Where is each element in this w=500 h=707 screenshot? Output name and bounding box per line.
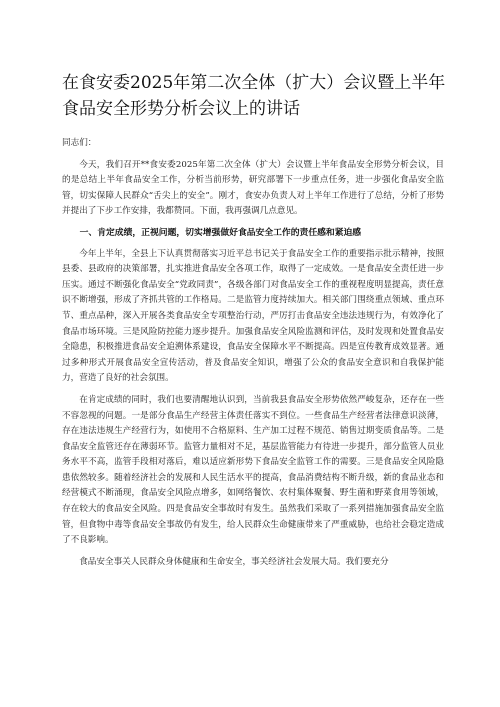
salutation: 同志们： [62, 138, 97, 148]
paragraph-problems: 在肯定成绩的同时，我们也要清醒地认识到，当前我县食品安全形势依然严峻复杂，还存在一些不容忽视的问题。一是部分食品生产经营主体责任落实不到位。一些食品生产经营者法律意识淡薄，存在违法违规生产经营行为，如使用不合格原料、生产加工过程不规范、销售过期变质食品等。二是食品安全监管还存在薄弱环节。监管力量相对不足，基层监管能力有待进一步提升，部分监管人员业务水平不高，监管手段相对落后，难以适应新形势下食品安全监管工作的需要。三是食品安全风险隐患依然较多。随着经济社会的发展和人民生活水平的提高，食品消费结构不断升级，新的食品业态和经营模式不断涌现，食品安全风险点增多，如网络餐饮、农村集体聚餐、野生菌和野菜食用等领域，存在较大的食品安全风险。四是食品安全事故时有发生。虽然我们采取了一系列措施加强食品安全监管，但食物中毒等食品安全事故仍有发生，给人民群众生命健康带来了严重威胁，也给社会稳定造成了不良影响。 [62, 394, 444, 546]
paragraph-intro: 今天，我们召开**食安委2025年第二次全体（扩大）会议暨上半年食品安全形势分析会议，目的是总结上半年食品安全工作，分析当前形势，研究部署下一步重点任务，进一步强化食品安全监管，切实保障人民群众“舌尖上的安全”。刚才，食安办负责人对上半年工作进行了总结，分析了形势并提出了下步工作安排，我都赞同。下面，我再强调几点意见。 [62, 159, 444, 217]
section-heading-1: 一、肯定成绩，正视问题，切实增强做好食品安全工作的责任感和紧迫感 [79, 227, 362, 238]
paragraph-achievements: 今年上半年，全县上下认真贯彻落实习近平总书记关于食品安全工作的重要指示批示精神，按照县委、县政府的决策部署，扎实推进食品安全各项工作，取得了一定成效。一是食品安全责任进一步压实。通过不断强化食品安全“党政同责”，各级各部门对食品安全工作的重视程度明显提高，责任意识不断增强，形成了齐抓共管的工作格局。二是监管力度持续加大。相关部门围绕重点领域、重点环节、重点品种，深入开展各类食品安全专项整治行动，严厉打击食品安全违法违规行为，有效净化了食品市场环境。三是风险防控能力逐步提升。加强食品安全风险监测和评估，及时发现和处置食品安全隐患，积极推进食品安全追溯体系建设，食品安全保障水平不断提高。四是宣传教育成效显著。通过多种形式开展食品安全宣传活动，普及食品安全知识，增强了公众的食品安全意识和自我保护能力，营造了良好的社会氛围。 [62, 248, 444, 384]
document-body [62, 136, 444, 576]
paragraph-closing: 食品安全事关人民群众身体健康和生命安全，事关经济社会发展大局。我们要充分 [79, 556, 389, 567]
document-title: 在食安委2025年第二次全体（扩大）会议暨上半年食品安全形势分析会议上的讲话 [62, 73, 446, 119]
